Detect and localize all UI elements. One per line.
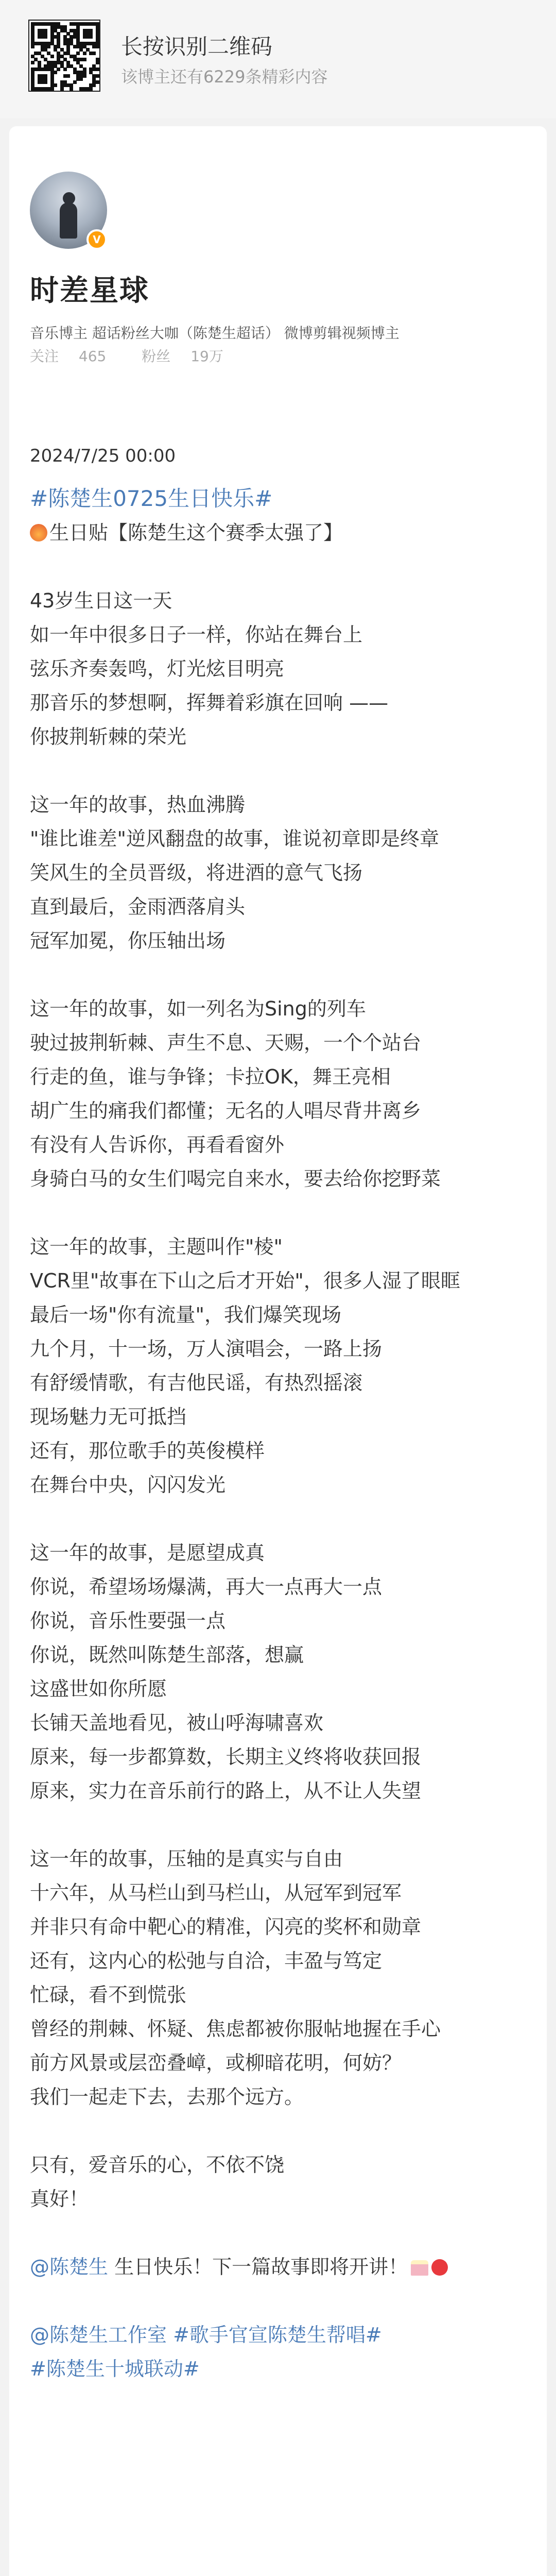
post-line: 你说，希望场场爆满，再大一点再大一点 [30, 1575, 383, 1598]
post-line: 真好！ [30, 2188, 89, 2210]
post-lines [30, 584, 534, 2216]
post-line: 前方风景或层峦叠嶂，或柳暗花明，何妨？ [30, 2052, 402, 2074]
spacer [30, 1808, 534, 1842]
hashtag-link-2[interactable]: #陈楚生十城联动# [30, 2358, 200, 2380]
qr-banner [0, 0, 556, 118]
post-line: 曾经的荆棘、怀疑、焦虑都被你服帖地握在手心 [30, 2018, 441, 2040]
post-line: 忙碌，看不到慌张 [30, 1984, 187, 2006]
post-line: 只有，爱音乐的心，不依不饶 [30, 2154, 285, 2176]
qr-module [89, 35, 93, 39]
spacer [30, 754, 534, 788]
post-line: 笑风生的全员晋级，将进酒的意气飞扬 [30, 861, 363, 884]
post-line: 还有，那位歌手的英俊模样 [30, 1439, 265, 1462]
fans-count: 19万 [190, 348, 223, 365]
qr-module [96, 61, 99, 64]
post-line: 冠军加冕，你压轴出场 [30, 929, 226, 952]
qr-module [47, 45, 50, 48]
cake-icon [411, 2260, 428, 2276]
qr-module [79, 77, 83, 81]
post-intro [30, 516, 534, 550]
post-line: 43岁生日这一天 [30, 589, 172, 612]
hashtag-link[interactable]: #歌手官宣陈楚生帮唱# [167, 2324, 382, 2346]
qr-module [60, 87, 64, 91]
qr-module [50, 55, 54, 58]
qr-module [63, 67, 67, 71]
post-line: 有舒缓情歌，有吉他民谣，有热烈摇滚 [30, 1371, 363, 1394]
tags-line-1 [30, 2318, 534, 2352]
post-line: 这盛世如你所愿 [30, 1677, 167, 1700]
follow-label: 关注 [30, 348, 59, 365]
qr-module [70, 87, 73, 91]
post-card [9, 126, 547, 2576]
qr-module [96, 80, 99, 84]
post-line: 这一年的故事，压轴的是真实与自由 [30, 1848, 343, 1870]
post-line: 并非只有命中靶心的精准，闪亮的奖杯和勋章 [30, 1916, 422, 1938]
qr-module [89, 87, 93, 91]
post-line: 这一年的故事，热血沸腾 [30, 793, 246, 816]
post-hashtag[interactable]: #陈楚生0725生日快乐# [30, 486, 273, 511]
post-line: 弦乐齐奏轰鸣，灯光炫目明亮 [30, 657, 285, 680]
qr-module [83, 74, 86, 78]
post-line: 还有，这内心的松弛与自洽，丰盈与笃定 [30, 1950, 383, 1972]
qr-module [44, 80, 47, 84]
qr-module [92, 83, 96, 87]
banner-title: 长按识别二维码 [121, 34, 273, 59]
post-line: 驶过披荆斩棘、声生不息、天赐，一个个站台 [30, 1031, 422, 1054]
post-line: 这一年的故事，是愿望成真 [30, 1541, 265, 1564]
post-line: 身骑白马的女生们喝完自来水，要去给你挖野菜 [30, 1167, 441, 1190]
spacer [30, 2284, 534, 2318]
post-body [30, 482, 534, 2386]
spacer [30, 550, 534, 584]
post-line: 原来，每一步都算数，长期主义终将收获回报 [30, 1745, 422, 1768]
post-line: 这一年的故事，主题叫作"棱" [30, 1235, 283, 1258]
qr-module [83, 58, 86, 61]
qr-module [54, 71, 57, 74]
qr-module [92, 52, 96, 55]
post-line: 十六年，从马栏山到马栏山，从冠军到冠军 [30, 1882, 402, 1904]
qr-module [50, 87, 54, 91]
profile-stats [30, 345, 254, 366]
post-date: 2024/7/25 00:00 [30, 446, 176, 466]
post-line: 这一年的故事，如一列名为Sing的列车 [30, 997, 366, 1020]
post-line: 胡广生的痛我们都懂；无名的人唱尽背井离乡 [30, 1099, 422, 1122]
qr-module [96, 67, 99, 71]
post-line: 那音乐的梦想啊，挥舞着彩旗在回响 —— [30, 691, 389, 714]
qr-module [54, 83, 57, 87]
fans-stat [142, 348, 239, 365]
qr-module [57, 67, 60, 71]
heart-icon [431, 2259, 448, 2276]
follow-stat [30, 348, 121, 365]
qr-module [83, 52, 86, 55]
verified-badge-icon: V [86, 229, 107, 250]
qr-module [96, 74, 99, 78]
post-line: 你披荆斩棘的荣光 [30, 725, 187, 748]
qr-module [44, 35, 47, 39]
post-line: 在舞台中央，闪闪发光 [30, 1473, 226, 1496]
spacer [30, 2114, 534, 2148]
post-line: 我们一起走下去，去那个远方。 [30, 2086, 304, 2108]
follow-count: 465 [78, 348, 107, 365]
closing-text: 生日快乐！下一篇故事即将开讲！ [108, 2256, 408, 2278]
post-line: 九个月，十一场，万人演唱会，一路上扬 [30, 1337, 383, 1360]
post-line: 行走的鱼，谁与争锋；卡拉OK，舞王亮相 [30, 1065, 391, 1088]
qr-code-top[interactable] [28, 20, 100, 92]
spacer [30, 958, 534, 992]
qr-module [66, 74, 70, 78]
avatar-figure-body [60, 202, 77, 239]
qr-module [31, 45, 34, 48]
post-line: 现场魅力无可抵挡 [30, 1405, 187, 1428]
post-line: 你说，既然叫陈楚生部落，想赢 [30, 1643, 304, 1666]
qr-module [31, 61, 34, 64]
fans-label: 粉丝 [142, 348, 171, 365]
fire-icon [30, 524, 47, 541]
closing-line [30, 2250, 534, 2284]
studio-mention-link[interactable]: @陈楚生工作室 [30, 2324, 167, 2346]
post-intro-text: 生日贴【陈楚生这个赛季太强了】 [49, 521, 343, 544]
post-line: 如一年中很多日子一样，你站在舞台上 [30, 623, 363, 646]
qr-module [76, 52, 80, 55]
post-line: VCR里"故事在下山之后才开始"，很多人湿了眼眶 [30, 1269, 460, 1292]
spacer [30, 2216, 534, 2250]
post-line: 最后一场"你有流量"，我们爆笑现场 [30, 1303, 341, 1326]
post-line: 原来，实力在音乐前行的路上，从不让人失望 [30, 1780, 422, 1802]
profile-name[interactable]: 时差星球 [30, 274, 149, 308]
post-line: "谁比谁差"逆风翻盘的故事，谁说初章即是终章 [30, 827, 439, 850]
profile-bio: 音乐博主 超话粉丝大咖（陈楚生超话） 微博剪辑视频博主 [30, 325, 399, 342]
mention-link[interactable]: @陈楚生 [30, 2256, 109, 2278]
spacer [30, 1502, 534, 1536]
post-line: 直到最后，金雨洒落肩头 [30, 895, 246, 918]
qr-module [73, 80, 77, 84]
post-line: 有没有人告诉你，再看看窗外 [30, 1133, 285, 1156]
qr-module [96, 45, 99, 48]
banner-subtitle: 该博主还有6229条精彩内容 [121, 67, 328, 87]
post-line: 你说，音乐性要强一点 [30, 1609, 226, 1632]
spacer [30, 1196, 534, 1230]
post-line: 长铺天盖地看见，被山呼海啸喜欢 [30, 1711, 324, 1734]
